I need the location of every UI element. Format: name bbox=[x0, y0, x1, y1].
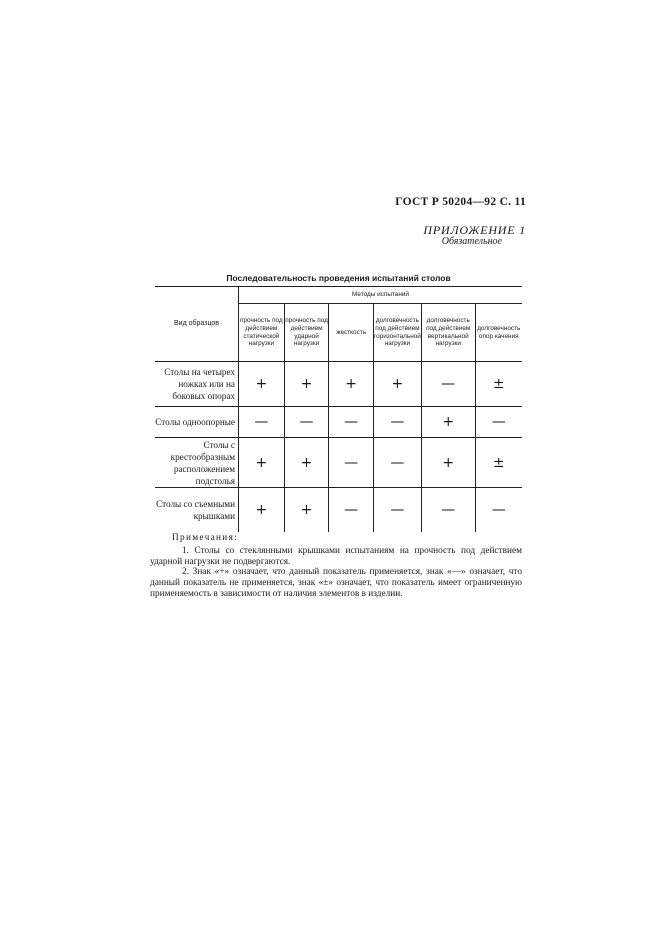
table-cell: + bbox=[373, 362, 421, 407]
column-group-header-methods: Методы испытаний bbox=[239, 287, 522, 304]
note-item: 2. Знак «+» означает, что данный показатель применяется, знак «—» означает, что данный показатель не применяется, знак «±» означает, что показатель имеет ограниченную применяемость в зависимости от наличия элементов в изделии. bbox=[150, 567, 522, 599]
table-cell: — bbox=[421, 488, 475, 533]
table-cell: + bbox=[421, 407, 475, 438]
table-title: Последовательность проведения испытаний столов bbox=[226, 273, 451, 283]
table-cell: ± bbox=[475, 438, 522, 488]
table-cell: + bbox=[284, 438, 329, 488]
table-cell: — bbox=[284, 407, 329, 438]
table-cell: — bbox=[329, 488, 374, 533]
row-label: Столы одноопорные bbox=[155, 407, 239, 438]
table-cell: — bbox=[329, 407, 374, 438]
table-cell: — bbox=[329, 438, 374, 488]
row-label: Столы на четырех ножках или на боковых опорах bbox=[155, 362, 239, 407]
column-header-method: долговечность под действием вертикальной нагрузки bbox=[421, 304, 475, 362]
table-cell: + bbox=[284, 362, 329, 407]
table-cell: + bbox=[421, 438, 475, 488]
table-cell: — bbox=[373, 488, 421, 533]
table-cell: ± bbox=[475, 362, 522, 407]
row-label: Столы с крестообразным расположением подстолья bbox=[155, 438, 239, 488]
column-header-method: прочность под действием ударной нагрузки bbox=[284, 304, 329, 362]
table-cell: — bbox=[373, 407, 421, 438]
table-cell: + bbox=[329, 362, 374, 407]
page-header-standard: ГОСТ Р 50204—92 С. 11 bbox=[395, 196, 526, 208]
table-cell: — bbox=[475, 488, 522, 533]
column-header-method: прочность под действием статической нагрузки bbox=[239, 304, 285, 362]
table-row bbox=[155, 438, 522, 488]
table-cell: — bbox=[421, 362, 475, 407]
table-cell: + bbox=[239, 362, 285, 407]
table-cell: + bbox=[239, 438, 285, 488]
column-header-method: долговечность опор качения bbox=[475, 304, 522, 362]
table-cell: + bbox=[284, 488, 329, 533]
notes-section bbox=[150, 533, 522, 600]
table-row bbox=[155, 488, 522, 533]
row-label: Столы со съемными крышками bbox=[156, 499, 236, 521]
table-row bbox=[155, 407, 522, 438]
table-cell: — bbox=[239, 407, 285, 438]
table-cell: + bbox=[239, 488, 285, 533]
column-header-method: жесткость bbox=[329, 304, 374, 362]
table-cell: — bbox=[373, 438, 421, 488]
column-header-sample-type: Вид образцов bbox=[155, 287, 239, 362]
note-item: 1. Столы со стеклянными крышками испытаниям на прочность под действием ударной нагрузки не подвергаются. bbox=[150, 545, 522, 567]
appendix-title: ПРИЛОЖЕНИЕ 1 bbox=[423, 223, 526, 237]
column-header-method: долговечность под действием горизонтальной нагрузки bbox=[373, 304, 421, 362]
table-cell: — bbox=[475, 407, 522, 438]
appendix-status: Обязательное bbox=[441, 236, 502, 247]
notes-title: Примечания: bbox=[172, 533, 239, 543]
test-sequence-table bbox=[155, 286, 522, 532]
table-row bbox=[155, 362, 522, 407]
